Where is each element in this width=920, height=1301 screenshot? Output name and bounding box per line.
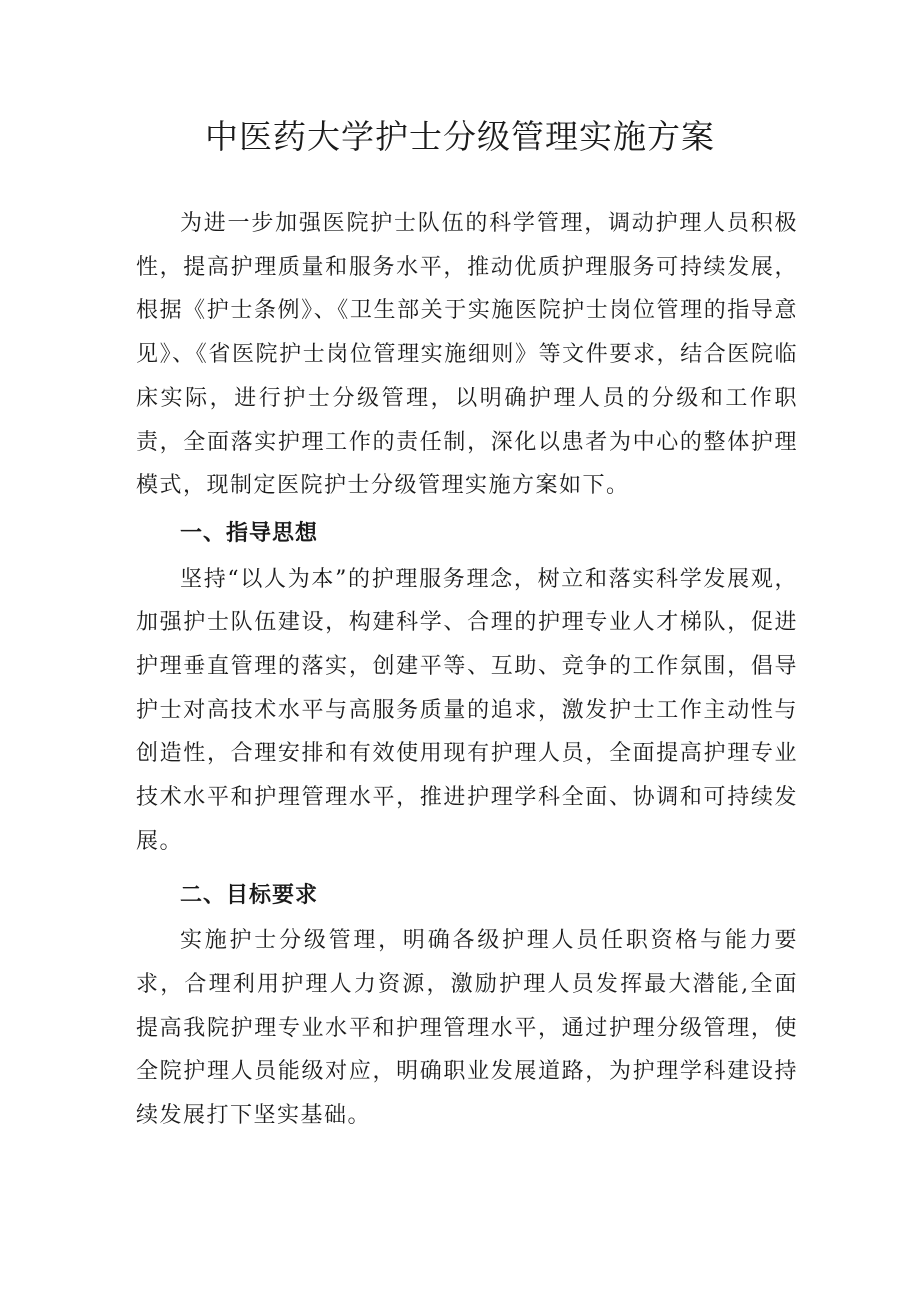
section-heading-objectives: 二、目标要求 [180,882,319,908]
section-paragraph-guiding-ideology: 坚持“以人为本”的护理服务理念，树立和落实科学发展观，加强护士队伍建设，构建科学、合理的护理专业人才梯队，促进护理垂直管理的落实，创建平等、互助、竞争的工作氛围，倡导护士对高技术水平与高服务质量的追求，激发护士工作主动性与创造性，合理安排和有效使用现有护理人员，全面提高护理专业技术水平和护理管理水平，推进护理学科全面、协调和可持续发展。 [136,566,798,854]
section-heading-guiding-ideology: 一、指导思想 [180,520,319,546]
document-title: 中医药大学护士分级管理实施方案 [205,117,715,156]
intro-paragraph: 为进一步加强医院护士队伍的科学管理，调动护理人员积极性，提高护理质量和服务水平，推动优质护理服务可持续发展，根据《护士条例》、《卫生部关于实施医院护士岗位管理的指导意见》、《省医院护士岗位管理实施细则》等文件要求，结合医院临床实际，进行护士分级管理，以明确护理人员的分级和工作职责，全面落实护理工作的责任制，深化以患者为中心的整体护理模式，现制定医院护士分级管理实施方案如下。 [136,211,798,499]
section-paragraph-objectives: 实施护士分级管理，明确各级护理人员任职资格与能力要求，合理利用护理人力资源，激励护理人员发挥最大潜能,全面提高我院护理专业水平和护理管理水平，通过护理分级管理，使全院护理人员能级对应，明确职业发展道路，为护理学科建设持续发展打下坚实基础。 [136,928,798,1129]
document-body [136,202,798,1138]
